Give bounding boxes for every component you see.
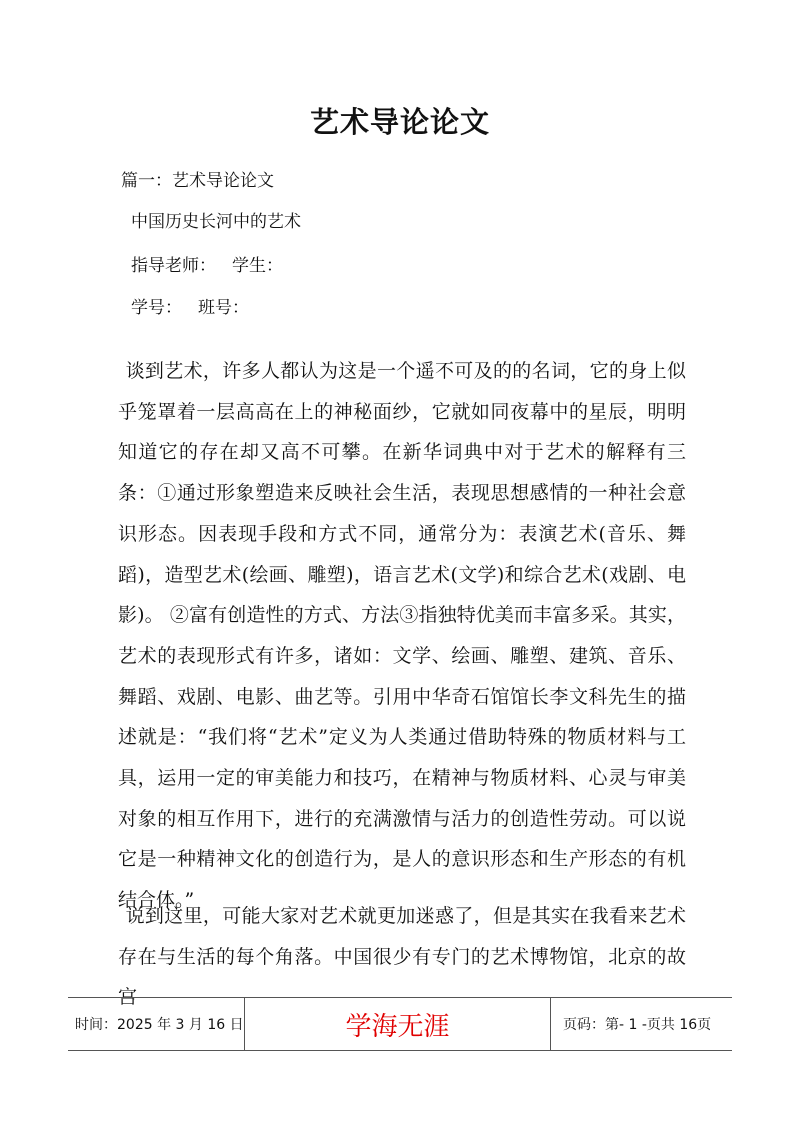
document-title: 艺术导论论文 bbox=[309, 105, 490, 139]
footer-brand: 学海无涯 bbox=[245, 998, 551, 1050]
advisor-label: 指导老师： bbox=[131, 256, 216, 276]
paragraph-text: 谈到艺术，许多人都认为这是一个遥不可及的的名词，它的身上似乎笼罩着一层高高在上的神秘面纱，它就如同夜幕中的星辰，明明知道它的存在却又高不可攀。在新华词典中对于艺术的解释有三条：①通过形象塑造来反映社会生活，表现思想感情的一种社会意识形态。因表现手段和方式不同，通常分为：表演艺术(音乐、舞蹈)，造型艺术(绘画、雕塑)，语言艺术(文学)和综合艺术(戏剧、电影)。 ②富有创造性的方式、方法③指独特优美而丰富多采。其实，艺术的表现形式有许多，诸如：文学、绘画、雕塑、建筑、音乐、舞蹈、戏剧、电影、曲艺等。引用中华奇石馆馆长李文科先生的描述就是：“我们将“艺术”定义为人类通过借助特殊的物质材料与工具，运用一定的审美能力和技巧，在精神与物质材料、心灵与审美对象的相互作用下，进行的充满激情与活力的创造性劳动。可以说它是一种精神文化的创造行为，是人的意识形态和生产形态的有机结合体。” bbox=[118, 360, 686, 912]
advisor-student-line bbox=[131, 255, 283, 277]
student-id-label: 学号： bbox=[131, 298, 182, 318]
chapter-heading: 篇一：艺术导论论文 bbox=[121, 171, 274, 191]
paragraph-text: 说到这里，可能大家对艺术就更加迷惑了，但是其实在我看来艺术存在与生活的每个角落。中国很少有专门的艺术博物馆，北京的故宫 bbox=[118, 905, 686, 1009]
essay-subtitle: 中国历史长河中的艺术 bbox=[131, 212, 301, 232]
footer-page-number: 页码：第- 1 -页共 16页 bbox=[563, 1017, 712, 1033]
body-paragraph-1 bbox=[118, 332, 686, 940]
id-class-line bbox=[131, 297, 249, 319]
footer-date: 时间：2025 年 3 月 16 日 bbox=[68, 998, 245, 1050]
student-label: 学生： bbox=[232, 256, 283, 276]
class-label: 班号： bbox=[198, 298, 249, 318]
page-footer bbox=[68, 997, 732, 1051]
